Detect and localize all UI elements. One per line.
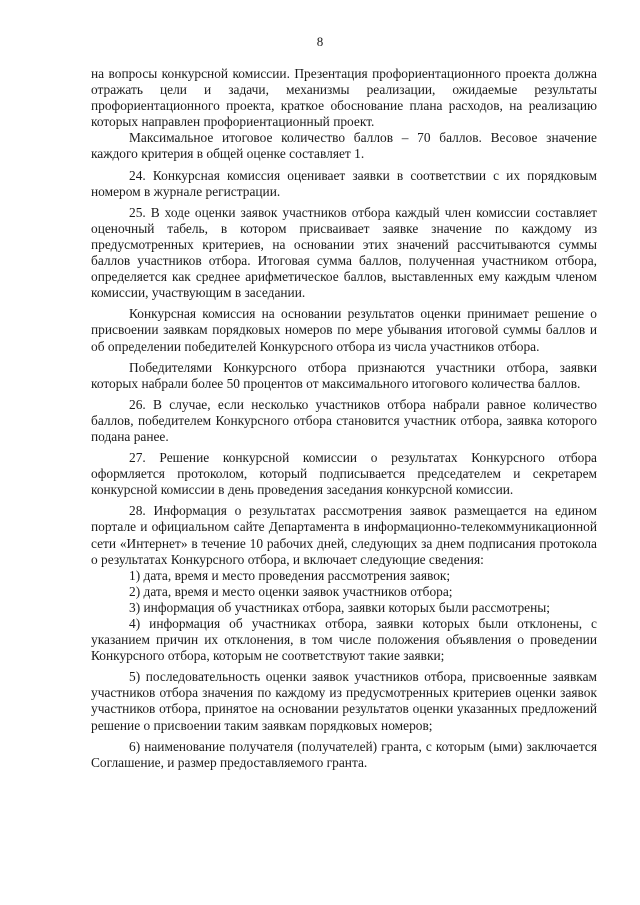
list-item-3: 3) информация об участниках отбора, заявки которых были рассмотрены; bbox=[129, 599, 550, 615]
paragraph-item-24: 24. Конкурсная комиссия оценивает заявки в соответствии с их порядковым номером в журнале регистрации. bbox=[91, 167, 597, 199]
paragraph-item-26: 26. В случае, если несколько участников отбора набрали равное количество баллов, победителем Конкурсного отбора становится участник отбора, заявка которого подана ранее. bbox=[91, 396, 597, 444]
paragraph-item-25: 25. В ходе оценки заявок участников отбора каждый член комиссии составляет оценочный табель, в котором присваивает заявке значение по каждому из предусмотренных критериев, на основании этих значений рассчитываются суммы баллов участников отбора. Итоговая сумма баллов, полученная участником отбора, определяется как среднее арифметическое баллов, выставленных ему каждым членом комиссии, участвующим в заседании. bbox=[91, 204, 597, 301]
list-item-2: 2) дата, время и место оценки заявок участников отбора; bbox=[129, 583, 453, 599]
list-item-6: 6) наименование получателя (получателей) гранта, с которым (ыми) заключается Соглашение, и размер предоставляемого гранта. bbox=[91, 738, 597, 770]
paragraph-item-28: 28. Информация о результатах рассмотрения заявок размещается на едином портале и официальном сайте Департамента в информационно-телекоммуникационной сети «Интернет» в течение 10 рабочих дней, следующих за днем подписания протокола о результатах Конкурсного отбора, и включает следующие сведения: bbox=[91, 503, 597, 567]
page-number: 8 bbox=[316, 34, 324, 49]
list-item-5: 5) последовательность оценки заявок участников отбора, присвоенные заявкам участников отбора значения по каждому из предусмотренных критериев оценки заявок участников отбора, принятое на основании результатов оценки указанных предложений решение о присвоении таким заявкам порядковых номеров; bbox=[91, 669, 597, 733]
document-body bbox=[91, 66, 597, 771]
paragraph-max-score: Максимальное итоговое количество баллов – 70 баллов. Весовое значение каждого критерия в общей оценке составляет 1. bbox=[91, 130, 597, 162]
paragraph-commission-decision: Конкурсная комиссия на основании результатов оценки принимает решение о присвоении заявкам порядковых номеров по мере убывания итоговой суммы баллов и об определении победителей Конкурсного отбора из числа участников отбора. bbox=[91, 306, 597, 354]
paragraph-winners: Победителями Конкурсного отбора признаются участники отбора, заявки которых набрали более 50 процентов от максимального итогового количества баллов. bbox=[91, 359, 597, 391]
paragraph-item-27: 27. Решение конкурсной комиссии о результатах Конкурсного отбора оформляется протоколом, который подписывается председателем и секретарем конкурсной комиссии в день проведения заседания конкурсной комиссии. bbox=[91, 450, 597, 498]
paragraph-presentation: на вопросы конкурсной комиссии. Презентация профориентационного проекта должна отражать цели и задачи, механизмы реализации, ожидаемые результаты профориентационного проекта, краткое обоснование плана расходов, на реализацию которых направлен профориентационный проект. bbox=[91, 66, 597, 130]
list-item-1: 1) дата, время и место проведения рассмотрения заявок; bbox=[129, 567, 451, 583]
list-item-4: 4) информация об участниках отбора, заявки которых были отклонены, с указанием причин их отклонения, в том числе положения объявления о проведении Конкурсного отбора, которым не соответствуют такие заявки; bbox=[91, 616, 597, 664]
